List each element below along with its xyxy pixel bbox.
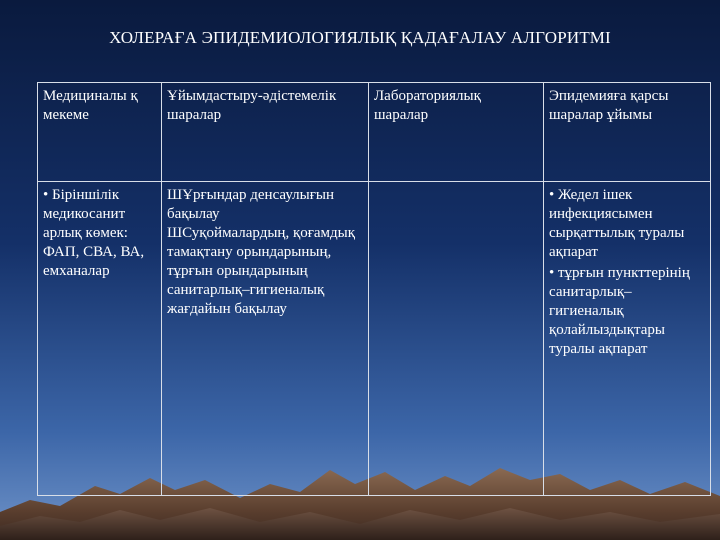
list-item: • тұрғын пункттерінің санитарлық–гигиеналық қолайлыздықтары туралы ақпарат <box>549 265 690 357</box>
header-anti-epidemic-measures: Эпидемияға қарсы шаралар ұйымы <box>544 83 711 182</box>
cell-laboratory-measures <box>369 182 544 496</box>
table-header-row <box>38 83 711 182</box>
header-organizational-measures: Ұйымдастыру-әдістемелік шаралар <box>162 83 369 182</box>
list-item: ШСуқоймалардың, қоғамдық тамақтану орындарының, тұрғын орындарының санитарлық–гигиеналық жағдайын бақылау <box>167 225 356 317</box>
cell-organizational-measures <box>162 182 369 496</box>
header-laboratory-measures: Лабораториялық шаралар <box>369 83 544 182</box>
cell-medical-institution: • Біріншілік медикосанит арлық көмек: ФАП, СВА, ВА, емханалар <box>38 182 162 496</box>
algorithm-table <box>37 82 711 496</box>
list-item: ШҰрғындар денсаулығын бақылау <box>167 187 334 222</box>
list-item: • Жедел ішек инфекциясымен сырқаттылық туралы ақпарат <box>549 187 685 260</box>
cell-anti-epidemic-measures <box>544 182 711 496</box>
table-row <box>38 182 711 496</box>
header-medical-institution: Медициналы қ мекеме <box>38 83 162 182</box>
slide-title: ХОЛЕРАҒА ЭПИДЕМИОЛОГИЯЛЫҚ ҚАДАҒАЛАУ АЛГОРИТМІ <box>109 28 611 47</box>
